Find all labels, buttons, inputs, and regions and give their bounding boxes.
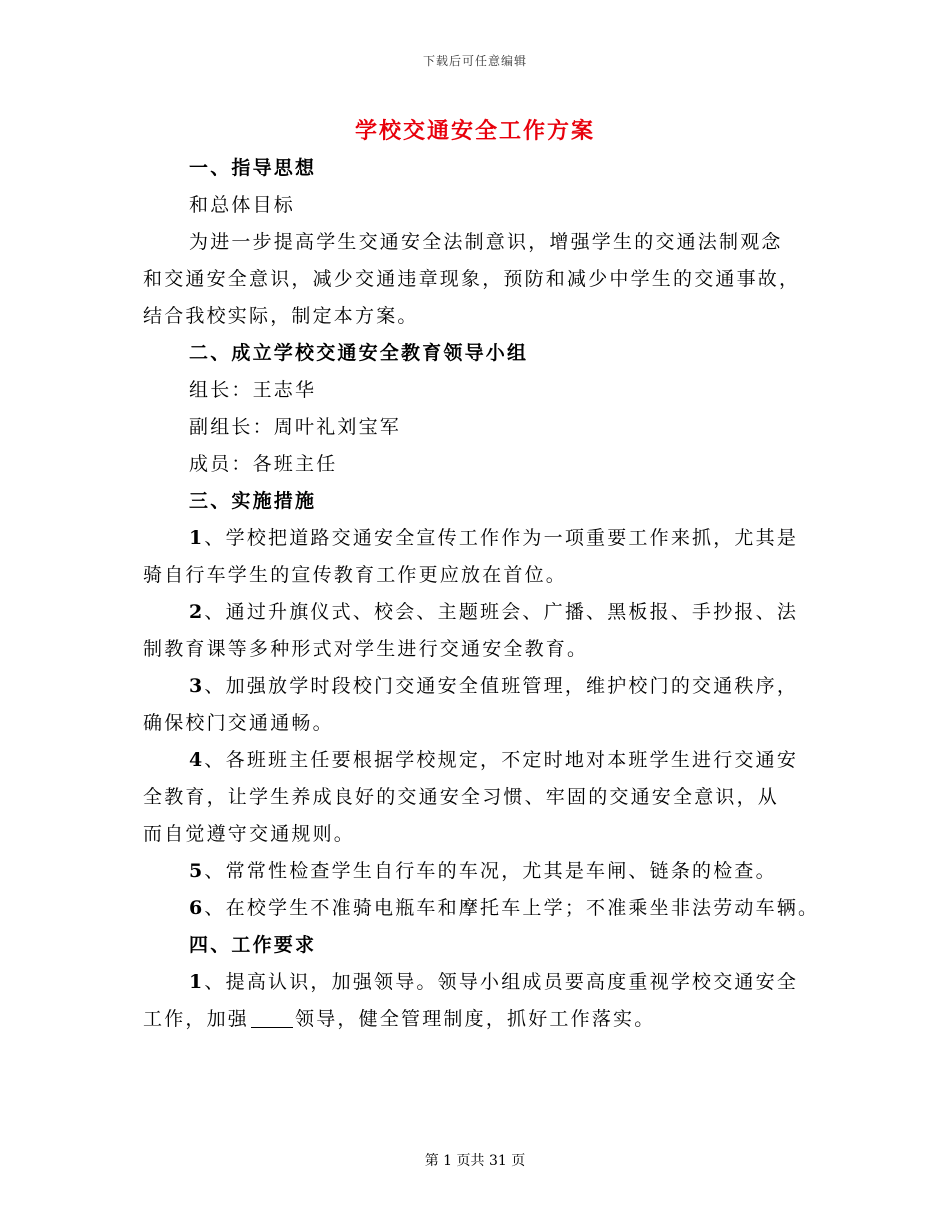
section-subheading: 和总体目标	[189, 194, 296, 216]
text-segment: 工作，加强	[143, 1008, 250, 1030]
measure-item-4	[143, 742, 813, 779]
item-number: 5	[189, 860, 205, 882]
item-text: 、各班班主任要根据学校规定，不定时地对本班学生进行交通安	[204, 749, 799, 771]
item-number: 1	[189, 971, 205, 993]
requirement-item-1	[143, 964, 813, 1001]
paragraph-line: 结合我校实际，制定本方案。	[143, 305, 419, 327]
paragraph-line: 制教育课等多种形式对学生进行交通安全教育。	[143, 638, 589, 660]
paragraph-line	[143, 1001, 813, 1038]
fill-in-blank	[251, 1007, 293, 1028]
section-heading-2: 二、成立学校交通安全教育领导小组	[189, 342, 529, 364]
measure-item-1	[143, 520, 813, 557]
paragraph-line: 而自觉遵守交通规则。	[143, 823, 356, 845]
item-text: 、常常性检查学生自行车的车况，尤其是车闸、链条的检查。	[204, 860, 777, 882]
item-text: 、提高认识，加强领导。领导小组成员要高度重视学校交通安全	[204, 971, 799, 993]
measure-item-3	[143, 668, 813, 705]
paragraph-line: 和交通安全意识，减少交通违章现象，预防和减少中学生的交通事故，	[143, 268, 801, 290]
section-heading-3: 三、实施措施	[189, 490, 317, 512]
page-footer: 第 1 页共 31 页	[424, 1153, 526, 1169]
item-text: 、学校把道路交通安全宣传工作作为一项重要工作来抓，尤其是	[204, 527, 799, 549]
document-body	[143, 150, 820, 1038]
leader-line: 组长：王志华	[189, 379, 317, 401]
paragraph-line: 全教育，让学生养成良好的交通安全习惯、牢固的交通安全意识，从	[143, 786, 780, 808]
item-text: 、在校学生不准骑电瓶车和摩托车上学；不准乘坐非法劳动车辆。	[204, 897, 820, 919]
document-title: 学校交通安全工作方案	[354, 118, 595, 144]
item-text: 、通过升旗仪式、校会、主题班会、广播、黑板报、手抄报、法	[204, 601, 799, 623]
text-segment: 领导，健全管理制度，抓好工作落实。	[295, 1008, 656, 1030]
measure-item-5	[143, 853, 813, 890]
item-number: 3	[189, 675, 205, 697]
item-number: 2	[189, 601, 205, 623]
measure-item-6	[143, 890, 820, 927]
paragraph-line: 为进一步提高学生交通安全法制意识，增强学生的交通法制观念	[189, 231, 783, 253]
item-number: 6	[189, 897, 205, 919]
deputy-leader-line: 副组长：周叶礼刘宝军	[189, 416, 402, 438]
measure-item-2	[143, 594, 813, 631]
item-text: 、加强放学时段校门交通安全值班管理，维护校门的交通秩序，	[204, 675, 799, 697]
paragraph-line: 确保校门交通通畅。	[143, 712, 334, 734]
page-header: 下载后可任意编辑	[422, 54, 527, 68]
section-heading-4: 四、工作要求	[189, 934, 317, 956]
members-line: 成员：各班主任	[189, 453, 338, 475]
item-number: 4	[189, 749, 205, 771]
section-heading-1: 一、指导思想	[189, 157, 317, 179]
item-number: 1	[189, 527, 205, 549]
paragraph-line: 骑自行车学生的宣传教育工作更应放在首位。	[143, 564, 568, 586]
